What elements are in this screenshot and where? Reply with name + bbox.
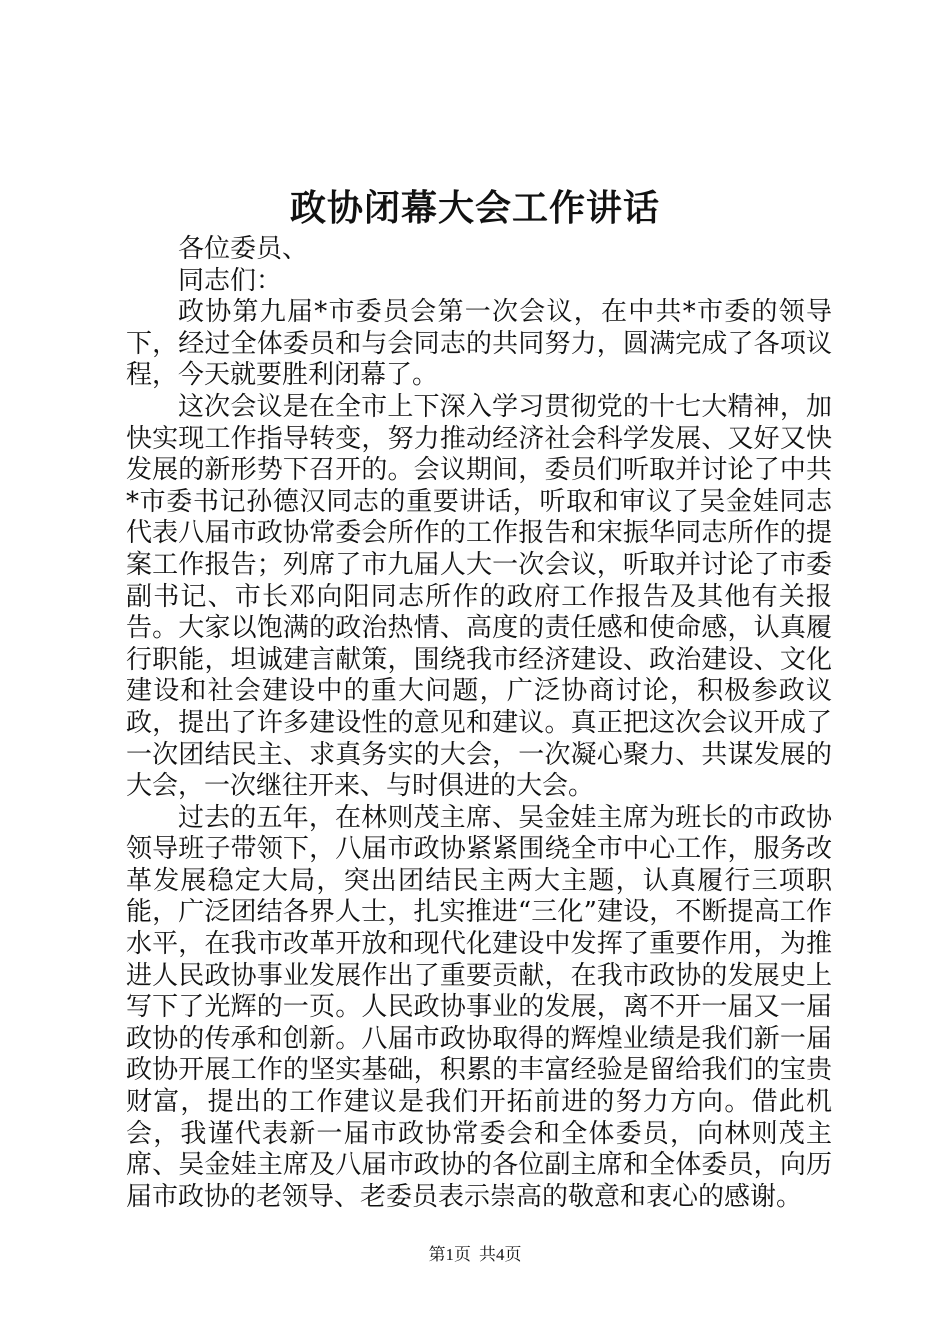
salutation-line-1: 各位委员、 bbox=[178, 234, 309, 264]
page-footer bbox=[0, 1243, 950, 1267]
document-body bbox=[126, 234, 832, 1213]
paragraph-3: 过去的五年，在林则茂主席、吴金娃主席为班长的市政协领导班子带领下，八届市政协紧紧围绕全市中心工作，服务改革发展稳定大局，突出团结民主两大主题，认真履行三项职能，广泛团结各界人士，扎实推进“三化”建设，不断提高工作水平，在我市改革开放和现代化建设中发挥了重要作用，为推进人民政协事业发展作出了重要贡献，在我市政协的发展史上写下了光辉的一页。人民政协事业的发展，离不开一届又一届政协的传承和创新。八届市政协取得的辉煌业绩是我们新一届政协开展工作的坚实基础，积累的丰富经验是留给我们的宝贵财富，提出的工作建议是我们开拓前进的努力方向。借此机会，我谨代表新一届市政协常委会和全体委员，向林则茂主席、吴金娃主席及八届市政协的各位副主席和全体委员，向历届市政协的老领导、老委员表示崇高的敬意和衷心的感谢。 bbox=[126, 802, 832, 1212]
paragraph-1: 政协第九届*市委员会第一次会议，在中共*市委的领导下，经过全体委员和与会同志的共同努力，圆满完成了各项议程，今天就要胜利闭幕了。 bbox=[126, 297, 832, 391]
page-number-total: 共4页 bbox=[479, 1245, 522, 1264]
document-title: 政协闭幕大会工作讲话 bbox=[289, 187, 660, 229]
paragraph-2: 这次会议是在全市上下深入学习贯彻党的十七大精神，加快实现工作指导转变，努力推动经济社会科学发展、又好又快发展的新形势下召开的。会议期间，委员们听取并讨论了中共*市委书记孙德汉同志的重要讲话，听取和审议了吴金娃同志代表八届市政协常委会所作的工作报告和宋振华同志所作的提案工作报告；列席了市九届人大一次会议，听取并讨论了市委副书记、市长邓向阳同志所作的政府工作报告及其他有关报告。大家以饱满的政治热情、高度的责任感和使命感，认真履行职能，坦诚建言献策，围绕我市经济建设、政治建设、文化建设和社会建设中的重大问题，广泛协商讨论，积极参政议政，提出了许多建设性的意见和建议。真正把这次会议开成了一次团结民主、求真务实的大会，一次凝心聚力、共谋发展的大会，一次继往开来、与时俱进的大会。 bbox=[126, 391, 832, 802]
page-number-current: 第1页 bbox=[428, 1245, 471, 1264]
salutation-line-2: 同志们： bbox=[178, 265, 283, 296]
